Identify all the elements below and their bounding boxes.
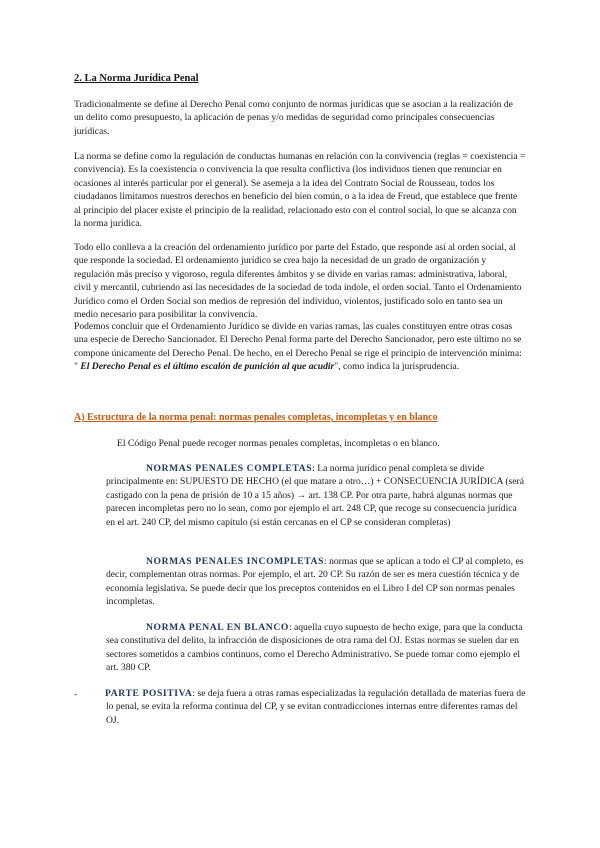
- conclusion-text: Podemos concluir que el Ordenamiento Jurídico se divide en varias ramas, las cuales constituyen entre otras cosas una especie de Derecho Sancionador. El Derecho Penal forma parte del Derecho Sancionador, pero este último no se compone únicamente del Derecho Penal. De hecho, en el Derecho Penal se rige el principio de intervención mínima: ": [74, 321, 522, 373]
- text-completas: : La norma jurídico penal completa se divide principalmente en: SUPUESTO DE HECHO (el que matare a otro…) + CONSECUENCIA JURÍDICA (será castigado con la pena de prisión de 10 a 15 años) → art. 138 CP. Por otra parte, habrá algunas normas que parecen incompletas pero no lo sean, como por ejemplo el art. 248 CP, que recoge su consecuencia jurídica en el art. 240 CP, del mismo capítulo (si están cercanas en el CP se consideran completas): [106, 463, 524, 528]
- text-positiva: : se deja fuera a otras ramas especializadas la regulación detallada de materias fuera de lo penal, se evita la reforma continua del CP, y se evitan contradicciones internas entre diferentes ramas del OJ.: [106, 688, 526, 726]
- paragraph-norma-en-blanco: [106, 621, 526, 675]
- paragraph-definition: Tradicionalmente se define al Derecho Penal como conjunto de normas jurídicas que se asocian a la realización de un delito como presupuesto, la aplicación de penas y/o medidas de seguridad como principales consecuencias jurídicas.: [74, 99, 513, 137]
- paragraph-norma: La norma se define como la regulación de conductas humanas en relación con la convivencia (reglas = coexistencia = convivencia). Es la coexistencia o convivencia la que resulta conflictiva (los individuos tienen que renunciar en ocasiones al interés particular por el general). Se asemeja a la idea del Contrato Social de Rousseau, todos los ciudadanos limitamos nuestros derechos en beneficio del bien común, o a la idea de Freud, que establece que frente al principio del placer existe el principio de la realidad, relacionado esto con el control social, lo que se alcanza con la norma jurídica.: [74, 151, 526, 230]
- subsection-heading-a: A) Estructura de la norma penal: normas penales completas, incompletas y en blanco: [74, 412, 438, 423]
- paragraph-conclusion: [74, 320, 526, 374]
- term-blanco: NORMA PENAL EN BLANCO: [146, 622, 289, 633]
- text-blanco: : aquella cuyo supuesto de hecho exige, para que la conducta sea constitutiva del delito, la infracción de disposiciones de otra rama del OJ. Estas normas se suelen dar en sectores sometidos a cambios continuos, como el Derecho Administrativo. Se puede tomar como ejemplo el art. 380 CP.: [106, 622, 523, 674]
- section-heading: 2. La Norma Jurídica Penal: [74, 73, 199, 84]
- conclusion-tail: ", como indica la jurisprudencia.: [334, 361, 460, 373]
- subsection-intro: El Código Penal puede recoger normas penales completas, incompletas o en blanco.: [117, 438, 440, 449]
- term-incompletas: NORMAS PENALES INCOMPLETAS: [146, 556, 324, 567]
- paragraph-ordenamiento: Todo ello conlleva a la creación del ordenamiento jurídico por parte del Estado, que responde así al orden social, al que responde la sociedad. El ordenamiento jurídico se crea bajo la necesidad de un grado de organización y regulación más preciso y vigoroso, regula diferentes ámbitos y se divide en varias ramas: administrativa, laboral, civil y mercantil, cubriendo así las necesidades de la sociedad de toda índole, el orden social. Tanto el Ordenamiento Jurídico como el Orden Social son medios de represión del individuo, violentos, justificado solo en tanto sea un medio necesario para posibilitar la convivencia.: [74, 242, 522, 321]
- paragraph-normas-incompletas: [106, 555, 526, 609]
- term-positiva: PARTE POSITIVA: [105, 688, 193, 699]
- text-incompletas: : normas que se aplican a todo el CP al completo, es decir, complementan otras normas. Por ejemplo, el art. 20 CP. Su razón de ser es mera cuestión técnica y de economía legislativa. Se puede decir que los preceptos contenidos en el Libro I del CP son normas penales incompletas.: [106, 556, 524, 608]
- conclusion-quote: El Derecho Penal es el último escalón de punición al que acudir: [77, 361, 335, 373]
- term-completas: NORMAS PENALES COMPLETAS: [146, 463, 313, 474]
- paragraph-normas-completas: [106, 462, 526, 529]
- list-bullet: -: [74, 689, 78, 700]
- list-item-parte-positiva: [106, 687, 528, 727]
